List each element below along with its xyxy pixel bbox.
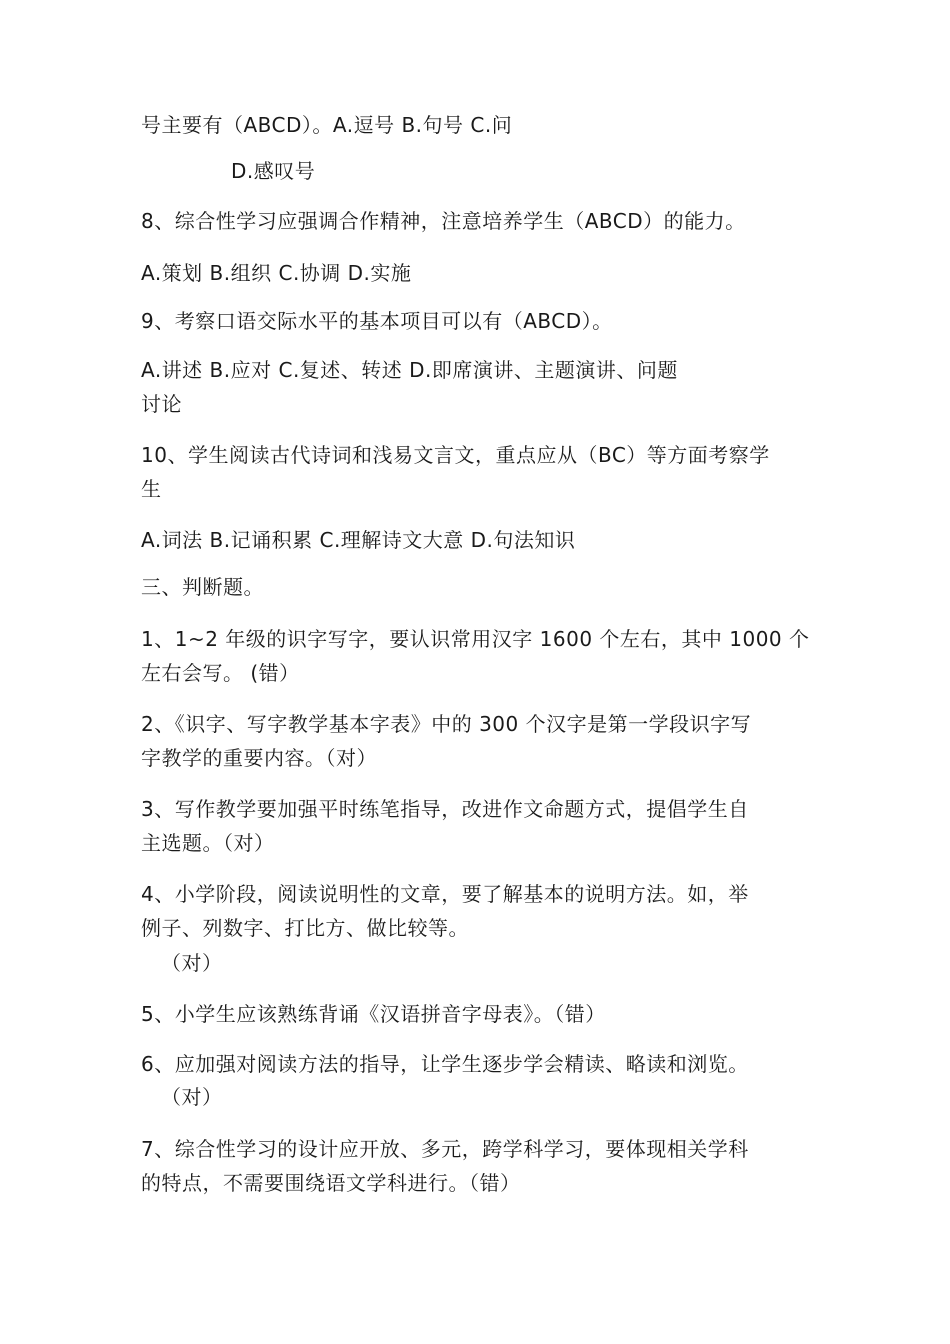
section-heading-judgment: 三、判断题。 (141, 575, 264, 599)
j6-verdict: （对） (161, 1085, 223, 1109)
q9-options-line1: A.讲述 B.应对 C.复述、转述 D.即席演讲、主题演讲、问题 (141, 358, 678, 382)
j5-text: 5、小学生应该熟练背诵《汉语拼音字母表》。（错） (141, 1002, 606, 1026)
q10-options: A.词法 B.记诵积累 C.理解诗文大意 D.句法知识 (141, 528, 576, 552)
j4-verdict: （对） (161, 951, 223, 975)
q8-options: A.策划 B.组织 C.协调 D.实施 (141, 261, 412, 285)
j7-text-line1: 7、综合性学习的设计应开放、多元，跨学科学习，要体现相关学科 (141, 1137, 749, 1161)
j7-text-line2: 的特点，不需要围绕语文学科进行。（错） (141, 1171, 521, 1195)
q7-continuation-line: 号主要有（ABCD）。A.逗号 B.句号 C.问 (141, 113, 513, 137)
j6-text: 6、应加强对阅读方法的指导，让学生逐步学会精读、略读和浏览。 (141, 1052, 749, 1076)
q7-option-d: D.感叹号 (231, 159, 316, 183)
q9-options-line2: 讨论 (141, 392, 182, 416)
q10-text-line2: 生 (141, 477, 162, 501)
q10-text-line1: 10、学生阅读古代诗词和浅易文言文，重点应从（BC）等方面考察学 (141, 443, 770, 467)
j4-text-line1: 4、小学阶段，阅读说明性的文章，要了解基本的说明方法。如，举 (141, 882, 749, 906)
j3-text-line2: 主选题。（对） (141, 831, 275, 855)
j2-text-line2: 字教学的重要内容。（对） (141, 746, 377, 770)
j1-text-line2: 左右会写。 (错） (141, 661, 300, 685)
q9-text: 9、考察口语交际水平的基本项目可以有（ABCD）。 (141, 309, 613, 333)
j2-text-line1: 2、《识字、写字教学基本字表》中的 300 个汉字是第一学段识字写 (141, 712, 752, 736)
q8-text: 8、综合性学习应强调合作精神，注意培养学生（ABCD）的能力。 (141, 209, 746, 233)
j4-text-line2: 例子、列数字、打比方、做比较等。 (141, 916, 469, 940)
j1-text-line1: 1、1~2 年级的识字写字，要认识常用汉字 1600 个左右，其中 1000 个 (141, 627, 810, 651)
j3-text-line1: 3、写作教学要加强平时练笔指导，改进作文命题方式，提倡学生自 (141, 797, 749, 821)
